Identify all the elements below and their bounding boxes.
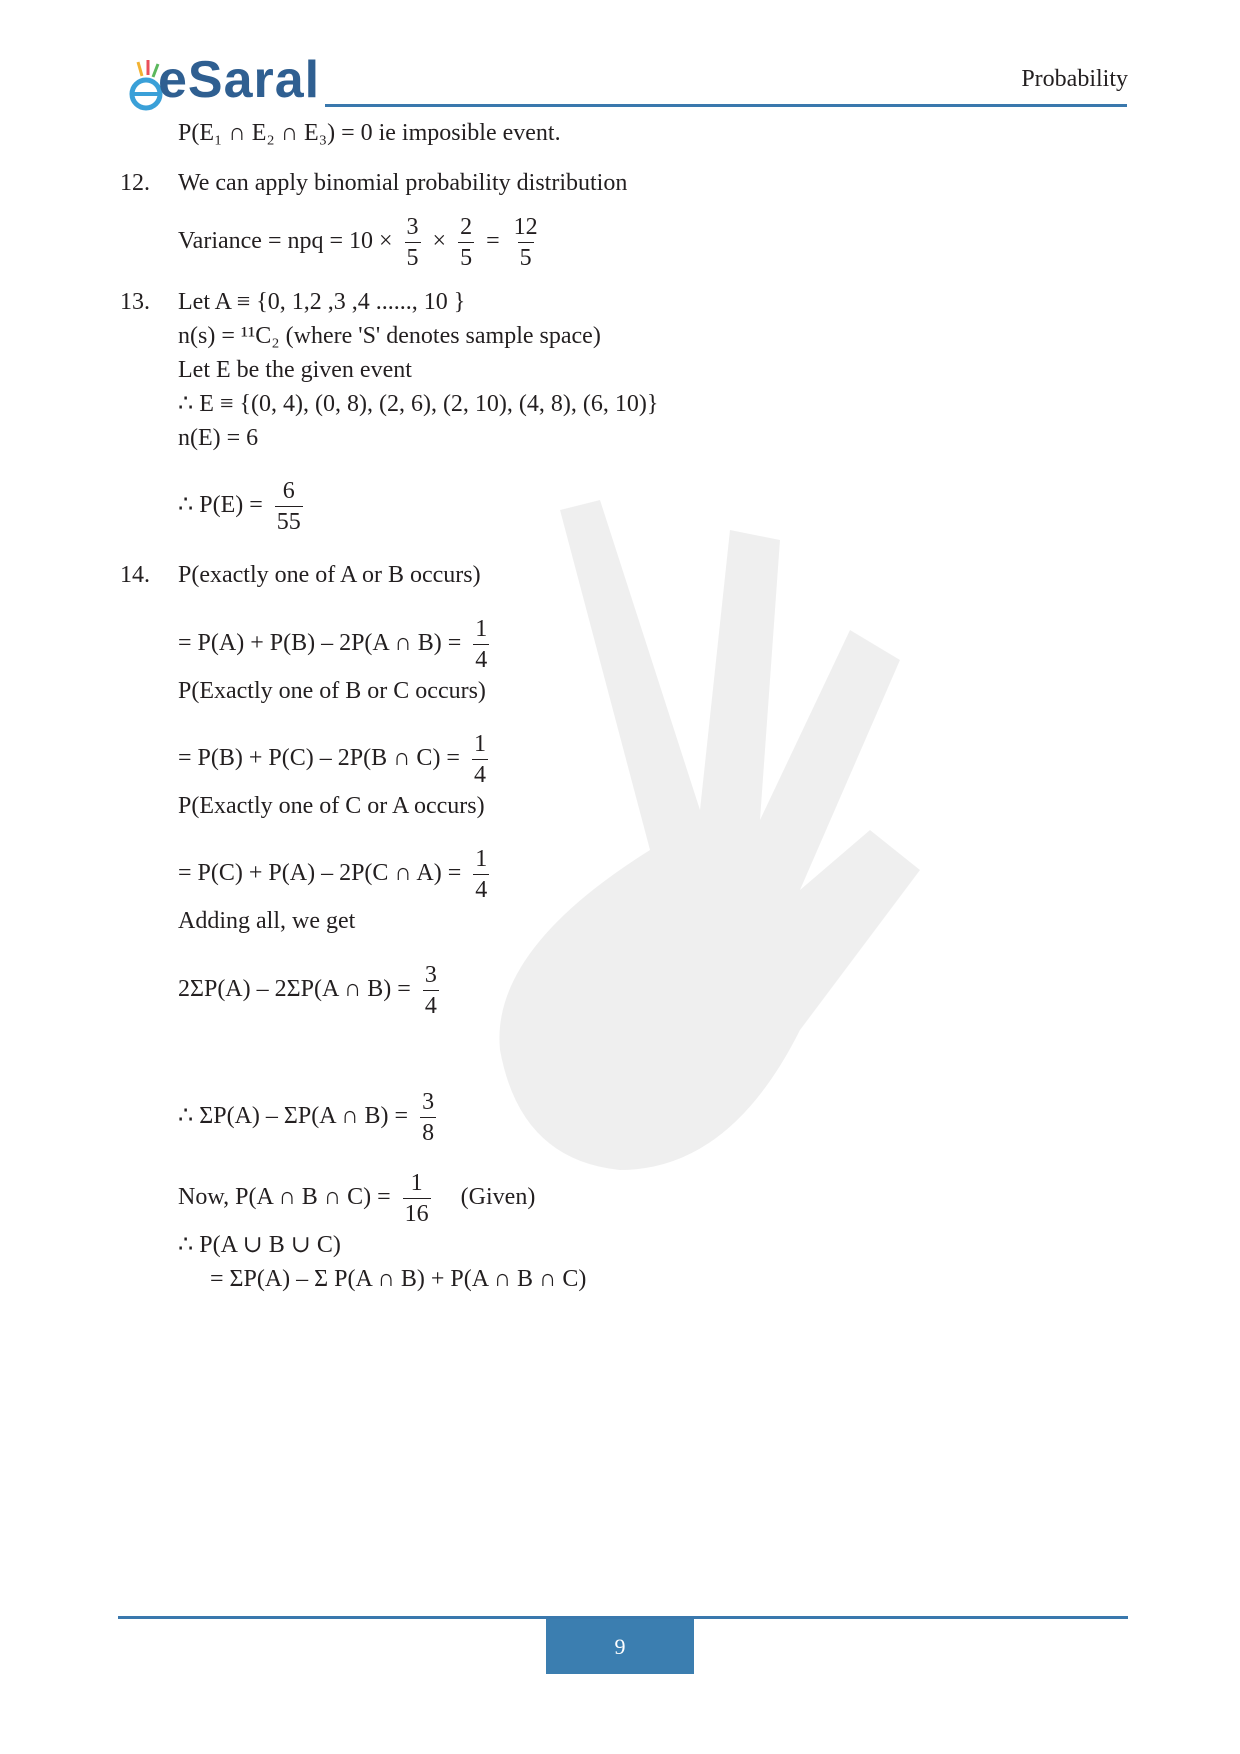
fraction xyxy=(473,844,489,905)
equation xyxy=(178,960,445,1021)
fraction xyxy=(473,614,489,675)
question-number: 13. xyxy=(120,289,150,315)
equation xyxy=(178,1087,442,1148)
denominator: 5 xyxy=(458,242,474,273)
text-line: = ΣP(A) – Σ P(A ∩ B) + P(A ∩ B ∩ C) xyxy=(210,1266,587,1292)
variance-equation xyxy=(178,212,546,273)
fraction xyxy=(275,476,303,537)
numerator: 3 xyxy=(422,1089,435,1115)
text-line: Let A ≡ {0, 1,2 ,3 ,4 ......, 10 } xyxy=(178,289,466,315)
fraction xyxy=(472,729,488,790)
header-rule xyxy=(325,104,1127,107)
equation-note: (Given) xyxy=(460,1184,536,1211)
page-number: 9 xyxy=(546,1619,694,1674)
denominator: 4 xyxy=(473,644,489,675)
fraction xyxy=(512,212,540,273)
denominator: 4 xyxy=(423,990,439,1021)
denominator: 8 xyxy=(420,1117,436,1148)
fraction xyxy=(403,1168,431,1229)
text-line: P(E₁ ∩ E₂ ∩ E₃) = 0 ie imposible event. xyxy=(178,120,561,146)
fraction xyxy=(458,212,474,273)
text-line: Adding all, we get xyxy=(178,908,356,934)
equation xyxy=(178,844,495,905)
numerator: 3 xyxy=(424,962,437,988)
numerator: 6 xyxy=(282,478,295,504)
probability-equation xyxy=(178,476,309,537)
text-line: P(Exactly one of C or A occurs) xyxy=(178,793,485,819)
numerator: 1 xyxy=(475,616,488,642)
equation-prefix: 2ΣP(A) – 2ΣP(A ∩ B) = xyxy=(178,976,411,1003)
page-header-title: Probability xyxy=(1021,66,1128,92)
numerator: 2 xyxy=(460,214,473,240)
question-number: 12. xyxy=(120,170,150,196)
text-line: n(s) = ¹¹C₂ (where 'S' denotes sample space) xyxy=(178,323,601,349)
logo-text: eSaral xyxy=(158,51,321,109)
equation xyxy=(178,729,494,790)
equation-prefix: = P(C) + P(A) – 2P(C ∩ A) = xyxy=(178,860,462,887)
numerator: 12 xyxy=(513,214,538,240)
denominator: 4 xyxy=(472,759,488,790)
numerator: 3 xyxy=(406,214,419,240)
numerator: 1 xyxy=(475,846,488,872)
numerator: 1 xyxy=(410,1170,423,1196)
text-line: Let E be the given event xyxy=(178,357,412,383)
fraction xyxy=(423,960,439,1021)
text-line: We can apply binomial probability distribution xyxy=(178,170,628,196)
equation-prefix: Variance = npq = 10 × xyxy=(178,228,393,255)
equation xyxy=(178,1168,535,1229)
equation-prefix: = P(A) + P(B) – 2P(A ∩ B) = xyxy=(178,630,462,657)
text-line: P(Exactly one of B or C occurs) xyxy=(178,678,486,704)
equation-prefix: Now, P(A ∩ B ∩ C) = xyxy=(178,1184,391,1211)
equation-prefix: = P(B) + P(C) – 2P(B ∩ C) = xyxy=(178,745,460,772)
question-number: 14. xyxy=(120,562,150,588)
equation xyxy=(178,614,495,675)
text-line: ∴ P(A ∪ B ∪ C) xyxy=(178,1232,341,1258)
text-line: ∴ E ≡ {(0, 4), (0, 8), (2, 6), (2, 10), (4, 8), (6, 10)} xyxy=(178,391,659,417)
denominator: 4 xyxy=(473,874,489,905)
denominator: 5 xyxy=(405,242,421,273)
text-line: P(exactly one of A or B occurs) xyxy=(178,562,481,588)
denominator: 55 xyxy=(275,506,303,537)
denominator: 16 xyxy=(403,1198,431,1229)
equation-prefix: ∴ P(E) = xyxy=(178,492,263,519)
operator: × xyxy=(432,228,447,255)
text-line: n(E) = 6 xyxy=(178,425,259,451)
denominator: 5 xyxy=(518,242,534,273)
operator: = xyxy=(486,228,500,255)
equation-prefix: ∴ ΣP(A) – ΣP(A ∩ B) = xyxy=(178,1103,409,1130)
fraction xyxy=(405,212,421,273)
fraction xyxy=(420,1087,436,1148)
numerator: 1 xyxy=(473,731,486,757)
